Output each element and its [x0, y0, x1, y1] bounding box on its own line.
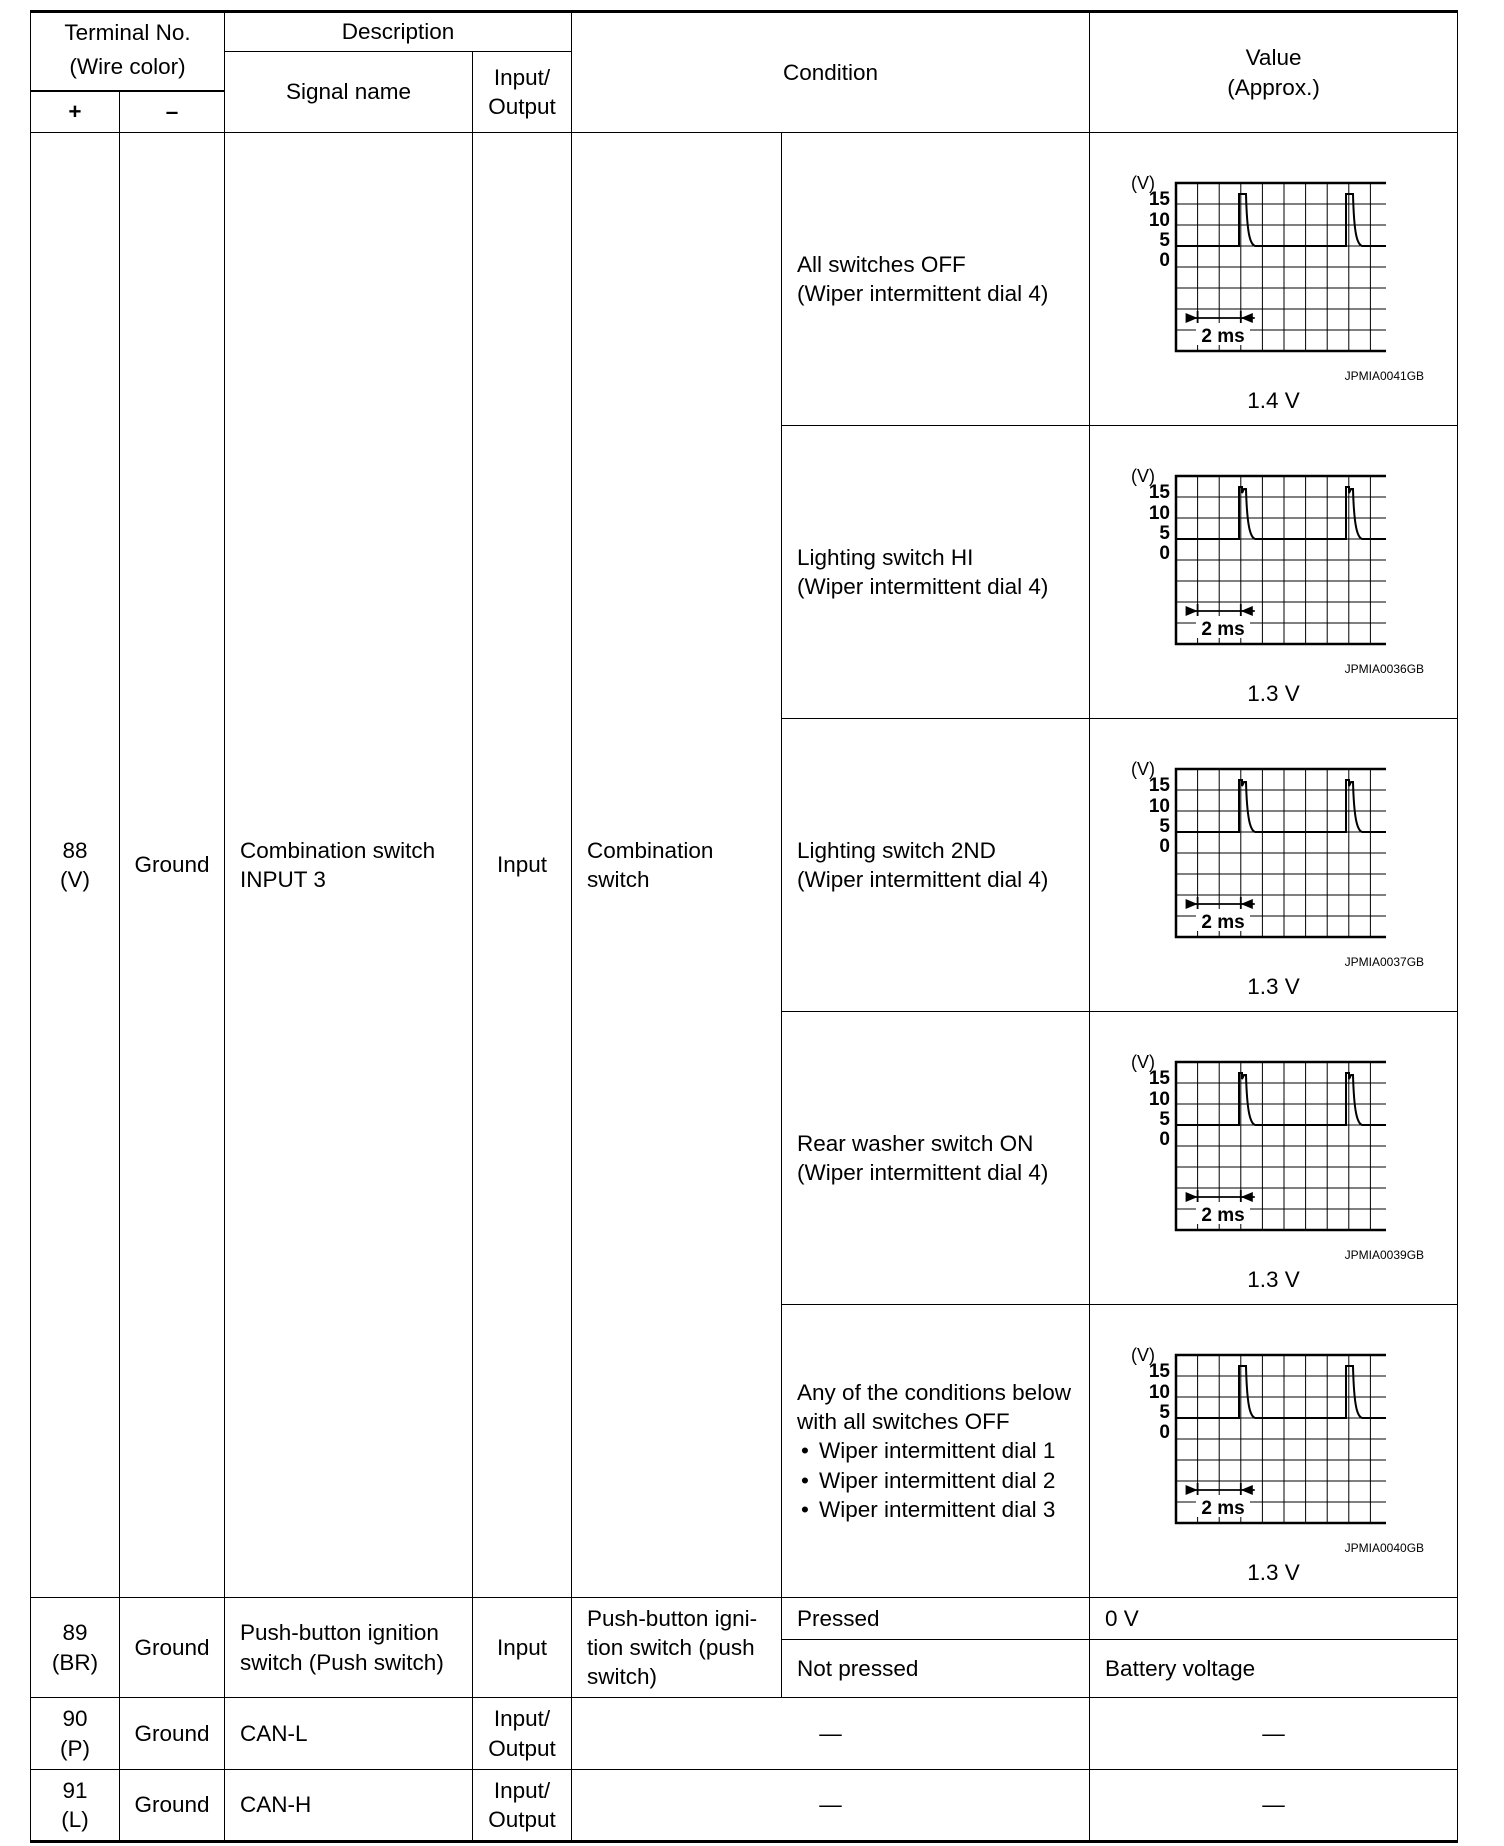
ground-label: Ground — [134, 852, 210, 878]
state-not-pressed-label: Not pressed — [797, 1655, 919, 1681]
terminal-89-cell — [31, 1598, 120, 1698]
condition-dash: — — [819, 1792, 842, 1818]
sub-condition-line-2: (Wiper intermittent dial 4) — [797, 281, 1049, 306]
y-tick-label: 0 — [1159, 1129, 1171, 1150]
sub-condition-line-2: (Wiper intermittent dial 4) — [797, 574, 1049, 599]
signal-name-cell — [225, 133, 473, 1598]
wire-color-header — [31, 52, 225, 91]
condition-header — [572, 12, 1090, 133]
y-tick-label: 15 — [1148, 1361, 1171, 1382]
sub-condition-cell — [782, 719, 1090, 1012]
input-output-label-2: Output — [488, 94, 556, 119]
input-output-label-1: Input/ — [493, 64, 551, 90]
signal-trace — [1176, 1073, 1386, 1125]
condition-cell — [572, 1698, 1090, 1770]
sub-condition-line-1: Lighting switch HI — [797, 544, 974, 570]
y-tick-label: 0 — [1159, 250, 1171, 271]
value-dash: — — [1262, 1792, 1285, 1818]
ground-label: Ground — [134, 1720, 210, 1746]
arrow-head — [1186, 1485, 1198, 1495]
value-not-pressed-label: Battery voltage — [1105, 1655, 1256, 1681]
y-tick-label: 5 — [1159, 230, 1171, 251]
ground-cell — [120, 1770, 225, 1842]
sub-condition-line-2: with all switches OFF — [797, 1409, 1010, 1435]
ground-label: Ground — [134, 1634, 210, 1660]
terminal-number: 91 — [62, 1777, 88, 1803]
condition-bullet: • Wiper intermittent dial 3 — [819, 1495, 1089, 1524]
sub-condition-line-2: (Wiper intermittent dial 4) — [797, 1160, 1049, 1185]
plus-label: + — [68, 99, 82, 125]
y-tick-label: 15 — [1148, 1068, 1171, 1089]
time-label: 2 ms — [1201, 619, 1245, 640]
condition-line-2: tion switch (push — [587, 1634, 755, 1660]
state-pressed-cell — [782, 1598, 1090, 1640]
terminal-number: 88 — [62, 837, 88, 863]
state-pressed-label: Pressed — [797, 1606, 880, 1631]
signal-name-label: Signal name — [285, 79, 412, 105]
signal-name-line-2: INPUT 3 — [240, 867, 326, 892]
image-code: JPMIA0040GB — [1344, 1541, 1425, 1555]
arrow-head — [1241, 313, 1253, 323]
state-not-pressed-cell — [782, 1640, 1090, 1698]
signal-name-label: CAN-H — [240, 1792, 312, 1818]
sub-condition-cell — [782, 1305, 1090, 1598]
terminal-91-cell — [31, 1770, 120, 1842]
sub-condition-line-1: Any of the conditions below — [797, 1379, 1071, 1405]
wire-color: (BR) — [51, 1649, 99, 1675]
terminal-number: 90 — [62, 1706, 88, 1732]
sub-condition-line-2: (Wiper intermittent dial 4) — [797, 867, 1049, 892]
image-code: JPMIA0039GB — [1344, 1248, 1425, 1262]
terminal-no-label: Terminal No. — [64, 19, 191, 45]
arrow-head — [1241, 606, 1253, 616]
condition-bullet: • Wiper intermittent dial 1 — [819, 1436, 1089, 1465]
value-cell — [1090, 1698, 1458, 1770]
value-pressed-cell — [1090, 1598, 1458, 1640]
ground-cell — [120, 133, 225, 1598]
ground-cell — [120, 1598, 225, 1698]
sub-condition-cell — [782, 426, 1090, 719]
io-label-1: Input/ — [493, 1777, 551, 1803]
signal-trace — [1176, 1366, 1386, 1418]
y-tick-label: 0 — [1159, 1422, 1171, 1443]
signal-trace — [1176, 194, 1386, 246]
value-dash: — — [1262, 1720, 1285, 1746]
description-header — [225, 12, 572, 52]
time-label: 2 ms — [1201, 912, 1245, 933]
time-label: 2 ms — [1201, 1205, 1245, 1226]
sub-condition-cell — [782, 133, 1090, 426]
waveform-graph — [1128, 468, 1386, 654]
arrow-head — [1186, 313, 1198, 323]
signal-name-line-1: Combination switch — [240, 837, 436, 863]
value-header — [1090, 12, 1458, 133]
plus-header — [31, 91, 120, 133]
time-label: 2 ms — [1201, 326, 1245, 347]
waveform-graph — [1128, 175, 1386, 361]
arrow-head — [1186, 899, 1198, 909]
y-tick-label: 10 — [1148, 796, 1171, 817]
waveform-cell — [1090, 133, 1458, 426]
waveform-cell — [1090, 426, 1458, 719]
y-tick-label: 0 — [1159, 836, 1171, 857]
terminal-88-cell — [31, 133, 120, 1598]
y-tick-label: 15 — [1148, 189, 1171, 210]
io-label: Input — [497, 852, 548, 878]
waveform-graph — [1128, 1347, 1386, 1533]
io-label-2: Output — [488, 1807, 556, 1832]
y-unit-label: (V) — [1131, 1347, 1156, 1365]
y-tick-label: 5 — [1159, 1402, 1171, 1423]
io-label-1: Input/ — [493, 1706, 551, 1732]
signal-trace — [1176, 487, 1386, 539]
io-cell — [473, 133, 572, 1598]
y-tick-label: 15 — [1148, 775, 1171, 796]
waveform-value: 1.3 V — [1247, 1560, 1300, 1585]
waveform-graph — [1128, 761, 1386, 947]
signal-name-cell — [225, 1770, 473, 1842]
wire-color: (V) — [60, 867, 90, 892]
header-row-1 — [31, 12, 1458, 52]
signal-name-line-1: Push-button ignition — [240, 1620, 439, 1646]
waveform-value: 1.4 V — [1247, 388, 1300, 413]
waveform-cell — [1090, 1305, 1458, 1598]
condition-line-2: switch — [587, 867, 650, 892]
y-unit-label: (V) — [1131, 761, 1156, 779]
condition-line-1: Combination — [587, 837, 714, 863]
condition-cell — [572, 1770, 1090, 1842]
image-code: JPMIA0036GB — [1344, 662, 1425, 676]
y-tick-label: 10 — [1148, 1089, 1171, 1110]
signal-name-label: CAN-L — [240, 1720, 308, 1746]
arrow-head — [1186, 1192, 1198, 1202]
y-unit-label: (V) — [1131, 468, 1156, 486]
signal-name-header — [225, 52, 473, 133]
condition-line-1: Push-button igni- — [587, 1605, 758, 1631]
value-label: Value — [1245, 45, 1302, 71]
wire-color: (P) — [60, 1735, 90, 1761]
arrow-head — [1241, 1192, 1253, 1202]
y-tick-label: 5 — [1159, 523, 1171, 544]
ground-cell — [120, 1698, 225, 1770]
y-tick-label: 10 — [1148, 210, 1171, 231]
terminal-no-header — [31, 12, 225, 52]
io-cell — [473, 1698, 572, 1770]
table-row — [31, 1770, 1458, 1842]
condition-line-3: switch) — [587, 1664, 658, 1690]
io-cell — [473, 1598, 572, 1698]
waveform-value: 1.3 V — [1247, 681, 1300, 706]
condition-cell — [572, 1598, 782, 1698]
y-tick-label: 10 — [1148, 503, 1171, 524]
minus-header — [120, 91, 225, 133]
sub-condition-line-1: Lighting switch 2ND — [797, 837, 996, 863]
y-tick-label: 5 — [1159, 816, 1171, 837]
description-label: Description — [341, 19, 455, 45]
waveform-cell — [1090, 1012, 1458, 1305]
ground-label: Ground — [134, 1792, 210, 1818]
y-unit-label: (V) — [1131, 1054, 1156, 1072]
sub-condition-line-1: All switches OFF — [797, 251, 966, 277]
value-approx-label: (Approx.) — [1227, 74, 1320, 100]
terminal-spec-table — [30, 10, 1458, 1843]
wire-color: (L) — [61, 1807, 89, 1832]
signal-name-cell — [225, 1698, 473, 1770]
arrow-head — [1186, 606, 1198, 616]
y-unit-label: (V) — [1131, 175, 1156, 193]
table-row — [31, 1698, 1458, 1770]
wire-color-label: (Wire color) — [69, 53, 186, 79]
condition-cell — [572, 133, 782, 1598]
io-label-2: Output — [488, 1735, 556, 1761]
condition-dash: — — [819, 1720, 842, 1746]
image-code: JPMIA0037GB — [1344, 955, 1425, 969]
io-cell — [473, 1770, 572, 1842]
table-row — [31, 1598, 1458, 1640]
y-tick-label: 15 — [1148, 482, 1171, 503]
value-cell — [1090, 1770, 1458, 1842]
sub-condition-cell — [782, 1012, 1090, 1305]
value-not-pressed-cell — [1090, 1640, 1458, 1698]
condition-bullet-list — [797, 1436, 1089, 1524]
terminal-number: 89 — [62, 1620, 88, 1646]
condition-bullet: • Wiper intermittent dial 2 — [819, 1466, 1089, 1495]
waveform-value: 1.3 V — [1247, 1267, 1300, 1292]
terminal-90-cell — [31, 1698, 120, 1770]
waveform-graph — [1128, 1054, 1386, 1240]
signal-trace — [1176, 780, 1386, 832]
y-tick-label: 5 — [1159, 1109, 1171, 1130]
arrow-head — [1241, 1485, 1253, 1495]
table-row — [31, 133, 1458, 426]
minus-label: – — [165, 99, 179, 125]
y-tick-label: 10 — [1148, 1382, 1171, 1403]
signal-name-cell — [225, 1598, 473, 1698]
y-tick-label: 0 — [1159, 543, 1171, 564]
waveform-cell — [1090, 719, 1458, 1012]
signal-name-line-2: switch (Push switch) — [240, 1649, 444, 1675]
io-label: Input — [497, 1634, 548, 1660]
image-code: JPMIA0041GB — [1344, 369, 1425, 383]
condition-label: Condition — [783, 59, 879, 85]
time-label: 2 ms — [1201, 1498, 1245, 1519]
arrow-head — [1241, 899, 1253, 909]
input-output-header — [473, 52, 572, 133]
waveform-value: 1.3 V — [1247, 974, 1300, 999]
value-pressed-label: 0 V — [1105, 1606, 1139, 1631]
sub-condition-line-1: Rear washer switch ON — [797, 1130, 1034, 1156]
